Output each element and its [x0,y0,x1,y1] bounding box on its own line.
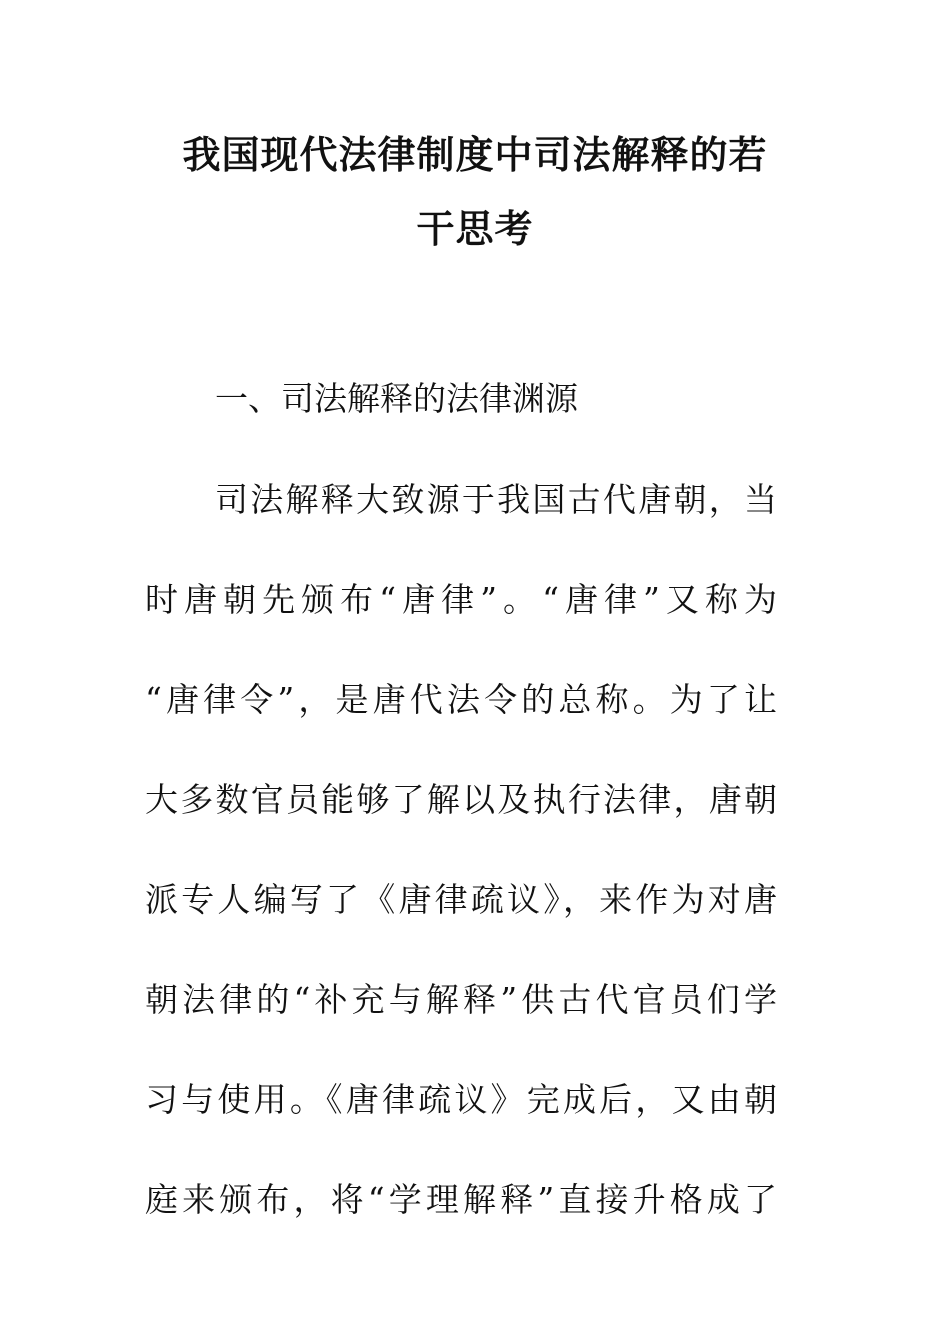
paragraph-line-8: 庭来颁布，将“学理解释”直接升格成了 [145,1180,777,1219]
paragraph-line-4: 大多数官员能够了解以及执行法律，唐朝 [145,780,777,819]
paragraph-line-2: 时唐朝先颁布“唐律”。“唐律”又称为 [145,580,777,619]
document-title-line-2: 干思考 [416,206,534,251]
paragraph-line-7: 习与使用。《唐律疏议》完成后，又由朝 [145,1080,777,1119]
paragraph-line-3: “唐律令”，是唐代法令的总称。为了让 [145,680,777,719]
paragraph-line-6: 朝法律的“补充与解释”供古代官员们学 [145,980,777,1019]
section-heading: 一、司法解释的法律渊源 [215,379,578,418]
paragraph-line-1: 司法解释大致源于我国古代唐朝，当 [215,480,777,519]
document-title-line-1: 我国现代法律制度中司法解释的若 [182,132,768,177]
paragraph-line-5: 派专人编写了《唐律疏议》，来作为对唐 [145,880,777,919]
